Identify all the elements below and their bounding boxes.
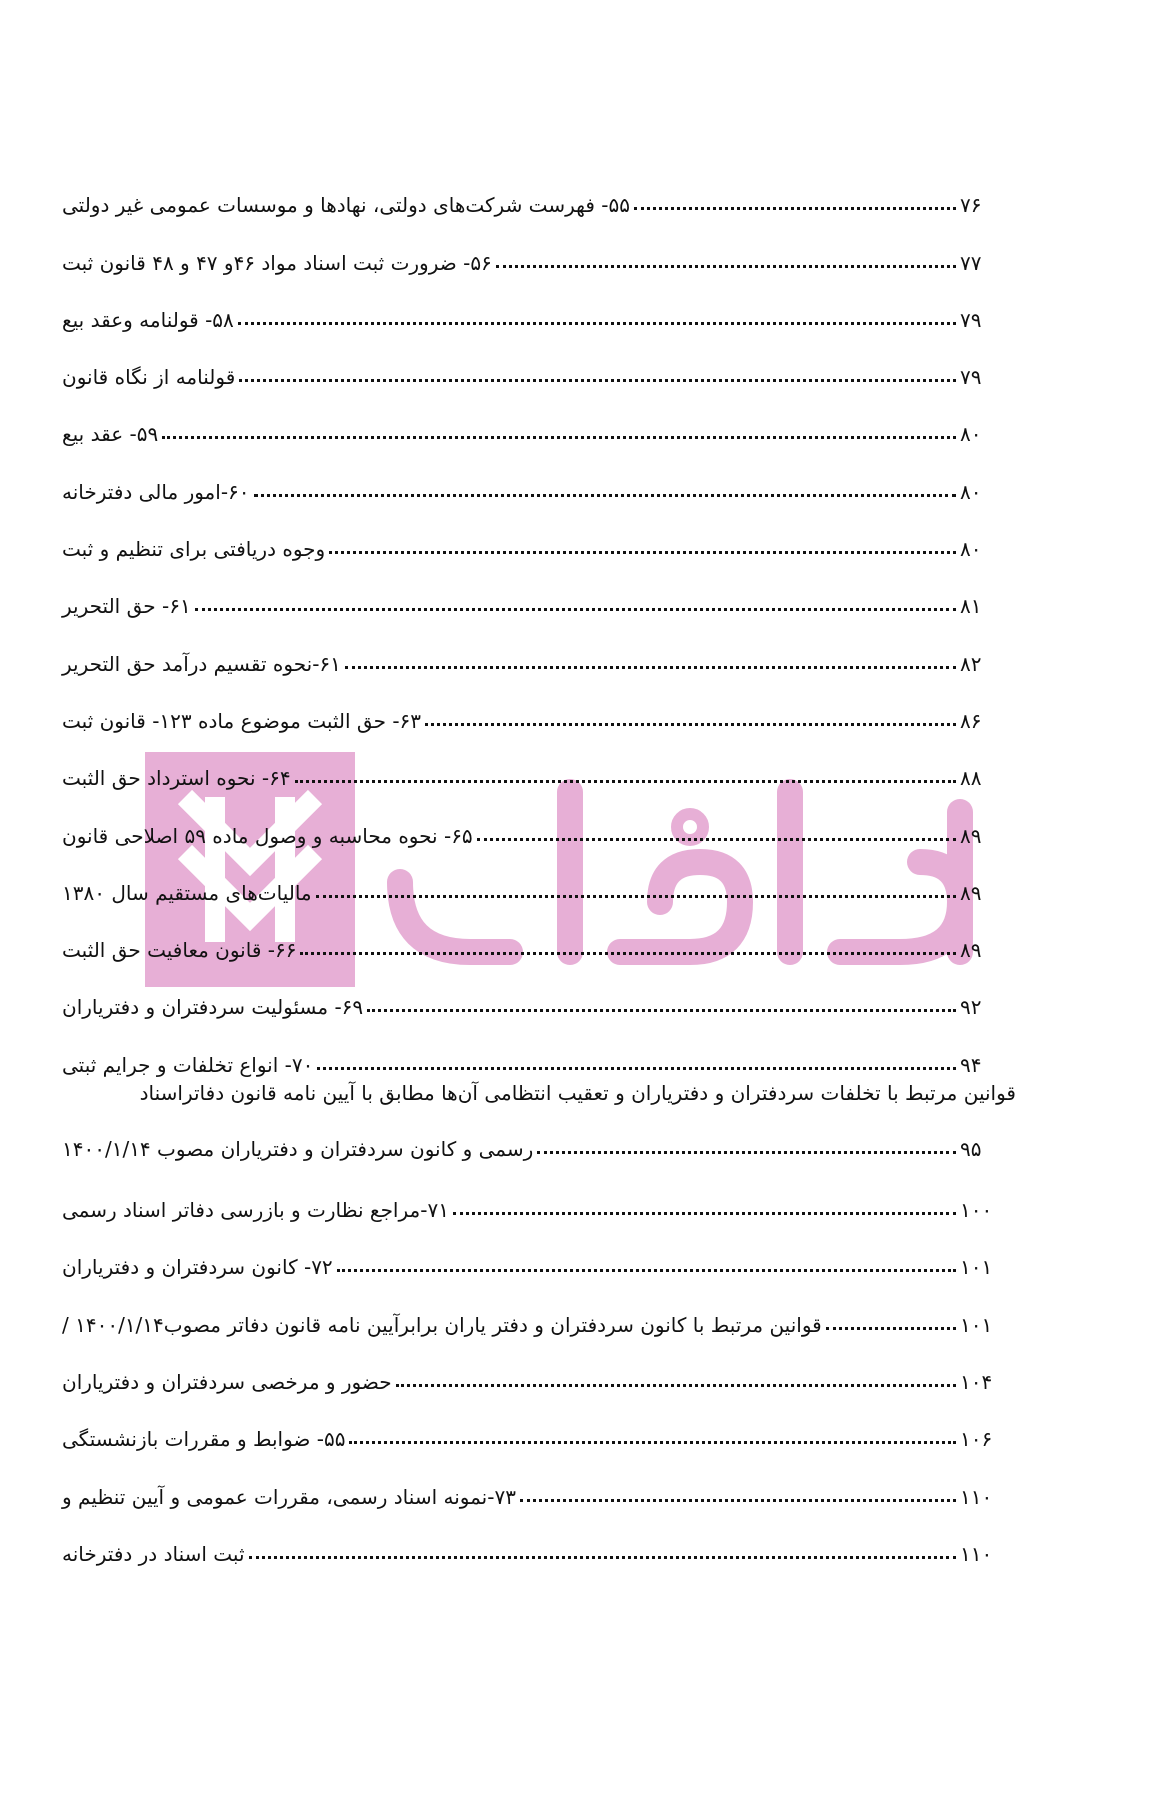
- toc-page-number: ۸۰: [960, 537, 982, 562]
- toc-leader-dots: [195, 608, 956, 611]
- toc-title: ۵۵- ضوابط و مقررات بازنشستگی: [62, 1427, 346, 1452]
- toc-page-number: ۷۹: [960, 307, 982, 332]
- toc-title: ۵۹- عقد بیع: [62, 422, 159, 447]
- toc-entry: [54, 217, 1016, 274]
- toc-title: قوانین مرتبط با کانون سردفتران و دفتر یاران برابرآیین نامه قانون دفاتر مصوب۱۴۰۰/۱/۱۴ /: [62, 1312, 822, 1337]
- toc-leader-dots: [162, 436, 956, 439]
- toc-page-number: ۸۸: [960, 766, 982, 791]
- toc-entry: [54, 1509, 1016, 1566]
- toc-leader-dots: [337, 1269, 956, 1272]
- toc-leader-dots: [520, 1499, 956, 1502]
- toc-leader-dots: [425, 723, 956, 726]
- toc-entry: [54, 848, 1016, 905]
- toc-leader-dots: [329, 551, 956, 554]
- toc-page-number: ۸۹: [960, 880, 982, 905]
- toc-entry: [54, 561, 1016, 618]
- toc-title: ۶۱- حق التحریر: [62, 594, 191, 619]
- toc-entry: [54, 504, 1016, 561]
- toc-leader-dots: [537, 1151, 956, 1154]
- toc-title: ۵۸- قولنامه وعقد بیع: [62, 307, 234, 332]
- toc-leader-dots: [367, 1009, 956, 1012]
- toc-entry: [54, 1222, 1016, 1279]
- toc-title: حضور و مرخصی سردفتران و دفتریاران: [62, 1369, 392, 1394]
- toc-leader-dots: [349, 1441, 956, 1444]
- toc-leader-dots: [634, 207, 956, 210]
- toc-title: ۶۳- حق الثبت موضوع ماده ۱۲۳- قانون ثبت: [62, 708, 422, 733]
- toc-page-number: ۱۰۱: [960, 1255, 993, 1280]
- toc-page-number: ۹۴: [960, 1052, 982, 1077]
- toc-entry-line2: [54, 1117, 1016, 1161]
- toc-entry: [54, 1394, 1016, 1451]
- toc-page-number: ۱۰۶: [960, 1427, 993, 1452]
- toc-entry: [54, 275, 1016, 332]
- toc-title: ۶۴- نحوه استرداد حق الثبت: [62, 766, 291, 791]
- toc-page-number: ۸۹: [960, 938, 982, 963]
- toc-leader-dots: [295, 780, 956, 783]
- toc-title: ۶۱-نحوه تقسیم درآمد حق التحریر: [62, 651, 341, 676]
- toc-leader-dots: [238, 322, 956, 325]
- toc-entry: [54, 1451, 1016, 1508]
- toc-entry: [54, 446, 1016, 503]
- toc-entry: [54, 389, 1016, 446]
- toc-title: ثبت اسناد در دفترخانه: [62, 1541, 245, 1566]
- toc-leader-dots: [316, 895, 956, 898]
- toc-page-number: ۱۱۰: [960, 1484, 993, 1509]
- toc-title: ۶۹- مسئولیت سردفتران و دفتریاران: [62, 995, 364, 1020]
- toc-entry: [54, 905, 1016, 962]
- toc-page-number: ۸۲: [960, 651, 982, 676]
- toc-title: ۷۰- انواع تخلفات و جرایم ثبتی: [62, 1052, 314, 1077]
- toc-page-number: ۸۰: [960, 422, 982, 447]
- toc-leader-dots: [826, 1327, 956, 1330]
- toc-page-number: ۹۲: [960, 995, 982, 1020]
- toc-leader-dots: [453, 1212, 956, 1215]
- table-of-contents: [54, 160, 1016, 1566]
- toc-entry: [54, 962, 1016, 1019]
- toc-title: مالیات‌های مستقیم سال ۱۳۸۰: [62, 880, 312, 905]
- toc-page-number: ۷۹: [960, 365, 982, 390]
- toc-leader-dots: [396, 1384, 956, 1387]
- toc-title: ۵۵- فهرست شرکت‌های دولتی، نهادها و موسسات عمومی غیر دولتی: [62, 193, 630, 218]
- toc-page-number: ۸۹: [960, 823, 982, 848]
- toc-page-number: ۸۱: [960, 594, 982, 619]
- toc-page-number: ۱۰۰: [960, 1198, 993, 1223]
- toc-entry: [54, 733, 1016, 790]
- toc-entry: [54, 618, 1016, 675]
- toc-title: ۶۶- قانون معافیت حق الثبت: [62, 938, 297, 963]
- toc-page-number: ۷۶: [960, 193, 982, 218]
- toc-entry: [54, 160, 1016, 217]
- toc-leader-dots: [300, 952, 956, 955]
- toc-entry: [54, 1279, 1016, 1336]
- toc-leader-dots: [254, 494, 956, 497]
- toc-entry: [54, 1165, 1016, 1222]
- toc-title: ۷۱-مراجع نظارت و بازرسی دفاتر اسناد رسمی: [62, 1198, 449, 1223]
- toc-page-number: ۸۶: [960, 708, 982, 733]
- toc-page-number: ۸۰: [960, 479, 982, 504]
- toc-entry: [54, 1019, 1016, 1076]
- toc-entry: [54, 332, 1016, 389]
- toc-leader-dots: [477, 838, 956, 841]
- toc-title: ۶۰-امور مالی دفترخانه: [62, 479, 250, 504]
- toc-entry: [54, 676, 1016, 733]
- toc-title: ۶۵- نحوه محاسبه و وصول ماده ۵۹ اصلاحی قانون: [62, 823, 473, 848]
- toc-title: رسمی و کانون سردفتران و دفتریاران مصوب ۱۴۰۰/۱/۱۴: [62, 1136, 534, 1161]
- toc-title: وجوه دریافتی برای تنظیم و ثبت: [62, 537, 326, 562]
- toc-leader-dots: [249, 1556, 956, 1559]
- toc-page-number: ۱۰۴: [960, 1369, 993, 1394]
- toc-entry: [54, 1337, 1016, 1394]
- toc-page-number: ۱۱۰: [960, 1541, 993, 1566]
- toc-title: ۷۳-نمونه اسناد رسمی، مقررات عمومی و آیین تنظیم و: [62, 1484, 516, 1509]
- toc-page-number: ۱۰۱: [960, 1312, 993, 1337]
- toc-title: قولنامه از نگاه قانون: [62, 365, 236, 390]
- toc-title: ۷۲- کانون سردفتران و دفتریاران: [62, 1255, 333, 1280]
- toc-page-number: ۷۷: [960, 250, 982, 275]
- toc-page-number: ۹۵: [960, 1136, 982, 1161]
- toc-entry-multiline: [54, 1077, 1016, 1165]
- toc-title: ۵۶- ضرورت ثبت اسناد مواد ۴۶و ۴۷ و ۴۸ قانون ثبت: [62, 250, 492, 275]
- toc-leader-dots: [317, 1067, 956, 1070]
- toc-leader-dots: [239, 379, 956, 382]
- toc-leader-dots: [345, 666, 956, 669]
- toc-entry: [54, 790, 1016, 847]
- toc-leader-dots: [496, 265, 956, 268]
- toc-title-line1: قوانین مرتبط با تخلفات سردفتران و دفتریاران و تعقیب انتظامی آن‌ها مطابق با آیین نامه قانون دفاتراسناد: [139, 1080, 1016, 1105]
